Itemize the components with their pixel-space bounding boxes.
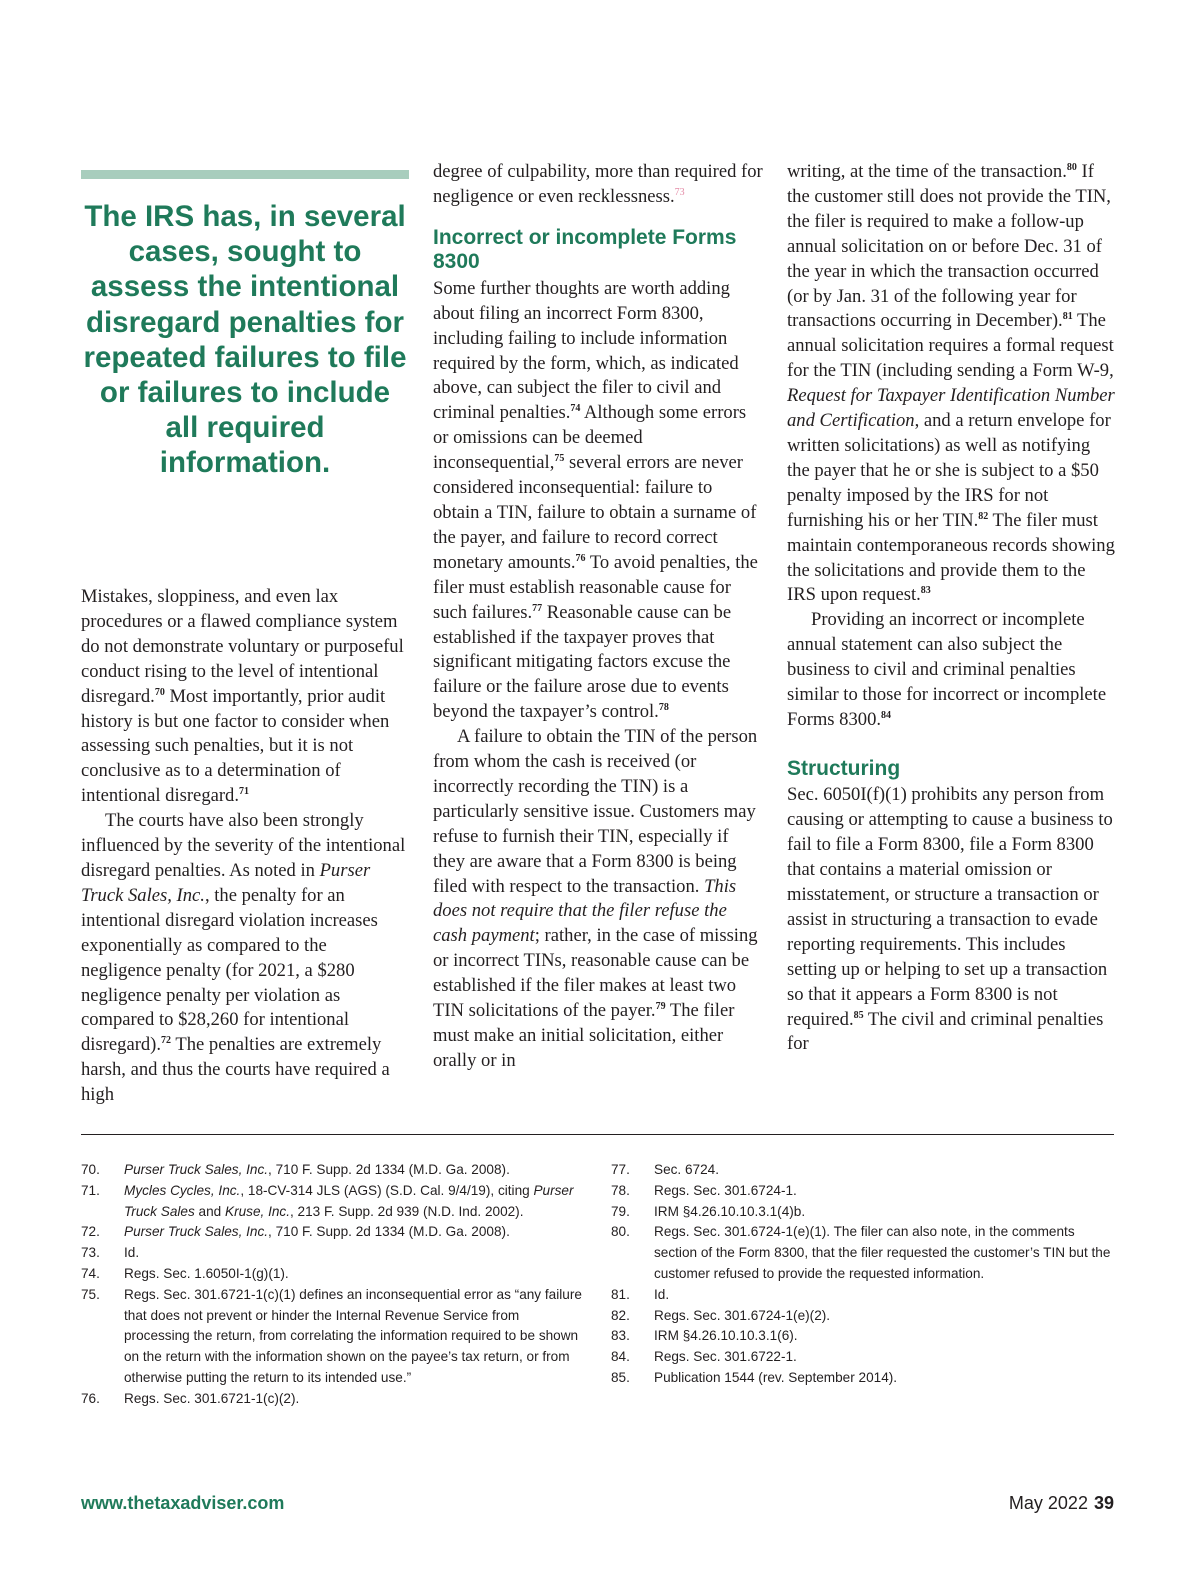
footnote: 78. Regs. Sec. 301.6724-1. [611,1182,797,1198]
footnote-ref[interactable]: 77 [532,602,543,614]
section-heading: Structuring [787,756,901,780]
emphasis: This does not require that the filer refuse the cash payment [433,875,737,947]
footnote: 75. Regs. Sec. 301.6721-1(c)(1) defines an inconsequential error as “any failure that does not prevent or hinder the Internal Revenue Service from processing the return, from correlating the information required to be shown on the return with the information shown on the payee’s tax return, or from otherwise putting the return to its intended use.” [81,1286,582,1385]
footnote: 71. Mycles Cycles, Inc., 18-CV-314 JLS (AGS) (S.D. Cal. 9/4/19), citing Purser Truck Sales and Kruse, Inc., 213 F. Supp. 2d 939 (N.D. Ind. 2002). [81,1182,574,1219]
footnote-ref[interactable]: 70 [154,686,165,698]
footnotes-right [611,1160,1116,1389]
paragraph: Mistakes, sloppiness, and even lax procedures or a flawed compliance system do not demonstrate voluntary or purposeful conduct rising to the level of intentional disregard.$^{70}$ Most importantly, prior audit history is but one factor to consider when assessing such penalties, but it is not conclusive as to a determination of intentional disregard.$^{71}$ [81,586,404,807]
issue-date: May 2022 39 [1008,1493,1114,1513]
footnote-ref[interactable]: 83 [920,585,931,597]
pull-quote: The IRS has, in several cases, sought to assess the intentional disregard penalties for repeated failures to file or failures to include all required information. [83,200,407,480]
paragraph: Some further thoughts are worth adding about filing an incorrect Form 8300, including failing to include information required by the form, which, as indicated above, can subject the filer to civil and criminal penalties.$^{74}$ Although some errors or omissions can be deemed inconsequential,$^{75}$ several errors are never considered inconsequential: failure to obtain a TIN, failure to obtain a surname of the payer, and failure to record correct monetary amounts.$^{76}$ To avoid penalties, the filer must establish reasonable cause for such failures.$^{77}$ Reasonable cause can be established if the taxpayer proves that significant mitigating factors excuse the failure or the failure arose due to events beyond the taxpayer’s control.$^{78}$ [433,277,758,723]
page-number: 39 [1093,1493,1114,1513]
footnote-ref[interactable]: 78 [658,702,669,714]
footnote: 85. Publication 1544 (rev. September 2014). [611,1369,898,1385]
footnote-ref[interactable]: 74 [570,403,581,415]
footnote: 83. IRM §4.26.10.10.3.1(6). [611,1328,798,1344]
footnote-ref[interactable]: 82 [978,510,989,522]
footnote: 76. Regs. Sec. 301.6721-1(c)(2). [81,1390,300,1406]
footnote: 84. Regs. Sec. 301.6722-1. [611,1349,797,1365]
footnotes-left [81,1160,586,1410]
footnote: 70. Purser Truck Sales, Inc., 710 F. Supp. 2d 1334 (M.D. Ga. 2008). [81,1162,510,1177]
footnote-ref[interactable]: 85 [853,1009,864,1021]
footnote: 73. Id. [81,1245,140,1261]
column-3 [787,160,1117,1057]
paragraph: Sec. 6050I(f)(1) prohibits any person from causing or attempting to cause a business to fail to file a Form 8300, file a Form 8300 that contains a material omission or misstatement, or structure a transaction or assist in structuring a transaction to evade reporting requirements. This includes setting up or helping to set up a transaction so that it appears a Form 8300 is not required.$^{85}$ The civil and criminal penalties for [787,784,1113,1055]
footnote: 82. Regs. Sec. 301.6724-1(e)(2). [611,1307,831,1323]
case-name: Purser Truck Sales, Inc. [81,859,371,906]
footnote-ref[interactable]: 73 [674,186,685,198]
footnote-divider [81,1134,1114,1135]
paragraph: degree of culpability, more than required for negligence or even recklessness.$^{73}$ [433,161,763,207]
paragraph: A failure to obtain the TIN of the person from whom the cash is received (or incorrectly recording the TIN) is a particularly sensitive issue. Customers may refuse to furnish their TIN, especially if they are aware that a Form 8300 is being filed with respect to the transaction. This does not require that the filer refuse the cash payment; rather, in the case of missing or incorrect TINs, reasonable cause can be established if the filer makes at least two TIN solicitations of the payer.$^{79}$ The filer must make an initial solicitation, either orally or in [433,726,758,1071]
footnote-ref[interactable]: 84 [881,709,892,721]
paragraph: The courts have also been strongly influenced by the severity of the intentional disregard penalties. As noted in Purser Truck Sales, Inc., the penalty for an intentional disregard violation increases exponentially as compared to the negligence penalty (for 2021, a $280 negligence penalty per violation as compared to $28,260 for intentional disregard).$^{72}$ The penalties are extremely harsh, and thus the courts have required a high [81,810,406,1106]
form-title: Request for Taxpayer Identification Number and Certification [787,385,1115,432]
footnote-ref[interactable]: 76 [575,552,586,564]
footnote-ref[interactable]: 81 [1062,311,1073,323]
pull-quote-bar [81,170,409,179]
footnote: 79. IRM §4.26.10.10.3.1(4)b. [611,1203,806,1219]
footnote-ref[interactable]: 80 [1066,162,1077,173]
footnote: 77. Sec. 6724. [611,1162,719,1177]
footnote: 81. Id. [611,1286,670,1302]
column-2 [433,160,763,1074]
footnote: 72. Purser Truck Sales, Inc., 710 F. Supp. 2d 1334 (M.D. Ga. 2008). [81,1224,510,1240]
footnote-ref[interactable]: 72 [161,1035,172,1047]
footnote-ref[interactable]: 79 [655,1001,666,1013]
section-heading: Incorrect or incomplete Forms 8300 [433,225,737,274]
footnote-ref[interactable]: 71 [239,786,250,798]
site-link[interactable]: www.thetaxadviser.com [81,1493,285,1513]
footnote: 74. Regs. Sec. 1.6050I-1(g)(1). [81,1265,289,1281]
footnote: 80. Regs. Sec. 301.6724-1(e)(1). The filer can also note, in the comments section of the Form 8300, that the filer requested the customer’s TIN but the customer refused to provide the requested information. [611,1224,1111,1281]
paragraph: Providing an incorrect or incomplete annual statement can also subject the business to civil and criminal penalties similar to those for incorrect or incomplete Forms 8300.84 [787,609,1107,730]
paragraph: writing, at the time of the transaction.$^{80}$ If the customer still does not provide the TIN, the filer is required to make a follow-up annual solicitation on or before Dec. 31 of the year in which the transaction occurred (or by Jan. 31 of the following year for transactions occurring in December).$^{81}$ The annual solicitation requires a formal request for the TIN (including sending a Form W-9, Request for Taxpayer Identification Number and Certification, and a return envelope for written solicitations) as well as notifying the payer that he or she is subject to a $50 penalty imposed by the IRS for not furnishing his or her TIN.$^{82}$ The filer must maintain contemporaneous records showing the solicitations and provide them to the IRS upon request.$^{83}$ [787,161,1115,606]
footnote-ref[interactable]: 75 [554,453,565,465]
column-1 [81,585,409,1108]
